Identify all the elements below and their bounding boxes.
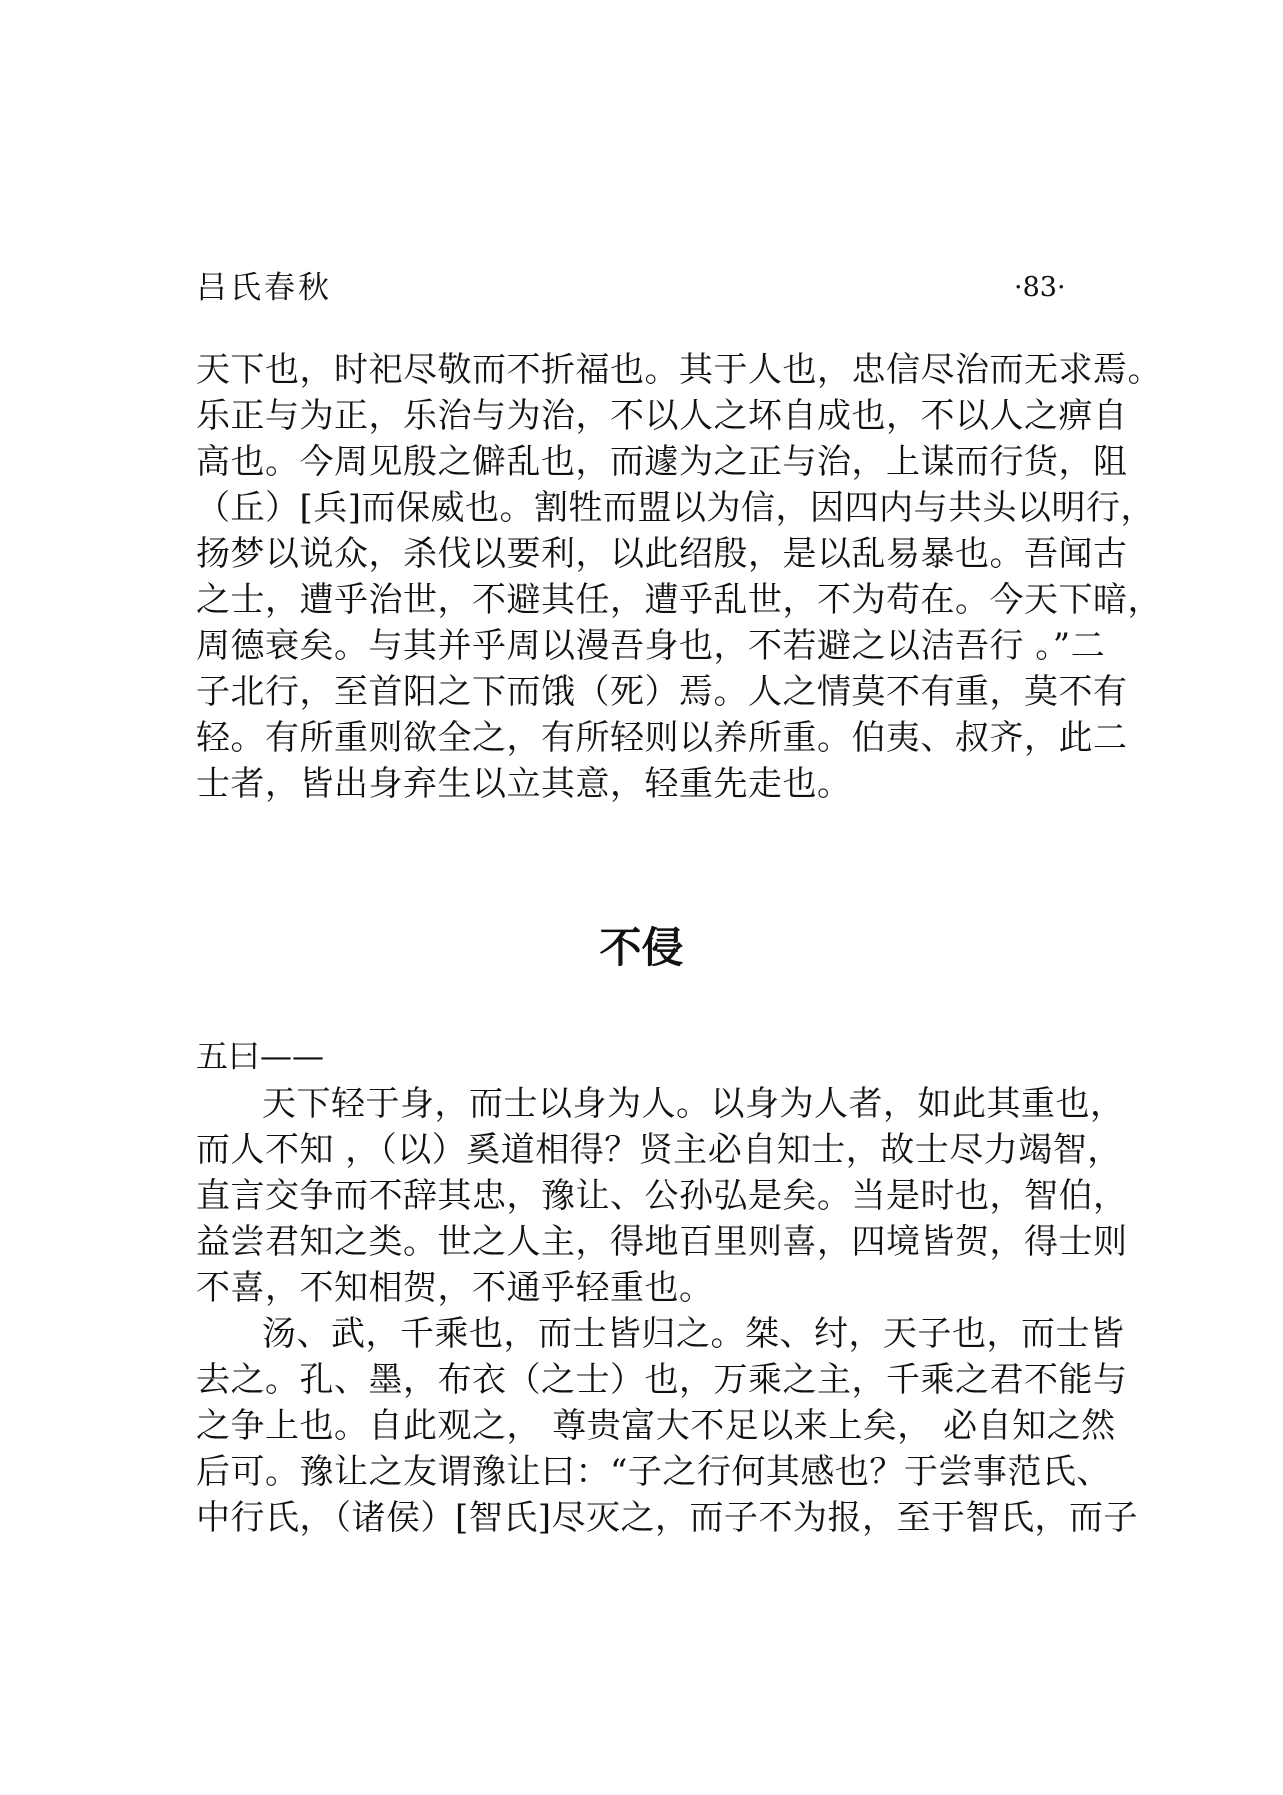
text-line: 中行氏，（诸侯）[智氏]尽灭之，而子不为报，至于智氏，而子 (196, 1498, 1139, 1538)
section-title: 不侵 (599, 923, 684, 972)
section-label: 五曰—— (196, 1037, 325, 1075)
page-number: ·83· (1014, 272, 1066, 303)
text-line: 乐正与为正，乐治与为治，不以人之坏自成也，不以人之痹自 (196, 396, 1128, 436)
text-line: 后可。豫让之友谓豫让曰：“子之行何其感也？于尝事范氏、 (196, 1452, 1111, 1492)
text-line: 士者，皆出身弃生以立其意，轻重先走也。 (196, 764, 852, 804)
text-line: （丘）[兵]而保威也。割牲而盟以为信，因四内与共头以明行， (196, 488, 1156, 528)
running-title: 吕氏春秋 (196, 270, 332, 306)
text-line: 天下也，时祀尽敬而不折福也。其于人也，忠信尽治而无求焉。 (196, 350, 1162, 390)
text-line: 高也。今周见殷之僻乱也，而遽为之正与治，上谋而行货，阻 (196, 442, 1128, 482)
text-line: 直言交争而不辞其忠，豫让、公孙弘是矣。当是时也，智伯， (196, 1176, 1128, 1216)
text-line: 不喜，不知相贺，不通乎轻重也。 (196, 1268, 714, 1308)
text-line: 之士，遭乎治世，不避其任，遭乎乱世，不为苟在。今天下暗， (196, 580, 1162, 620)
text-line: 汤、武，千乘也，而士皆归之。桀、纣，天子也，而士皆 (262, 1314, 1125, 1354)
text-line: 之争上也。自此观之， 尊贵富大不足以来上矣， 必自知之然 (196, 1406, 1116, 1446)
text-line: 益尝君知之类。世之人主，得地百里则喜，四境皆贺，得士则 (196, 1222, 1128, 1262)
text-line: 而人不知 ，（以）奚道相得？贤主必自知士，故士尽力竭智， (196, 1130, 1122, 1170)
text-line: 子北行，至首阳之下而饿（死）焉。人之情莫不有重，莫不有 (196, 672, 1128, 712)
text-line: 去之。孔、墨，布衣（之士）也，万乘之主，千乘之君不能与 (196, 1360, 1128, 1400)
text-line: 扬梦以说众，杀伐以要利，以此绍殷，是以乱易暴也。吾闻古 (196, 534, 1128, 574)
text-line: 轻。有所重则欲全之，有所轻则以养所重。伯夷、叔齐，此二 (196, 718, 1128, 758)
text-line: 周德衰矣。与其并乎周以漫吾身也，不若避之以洁吾行 。”二 (196, 626, 1106, 666)
text-line: 天下轻于身，而士以身为人。以身为人者，如此其重也， (262, 1084, 1125, 1124)
